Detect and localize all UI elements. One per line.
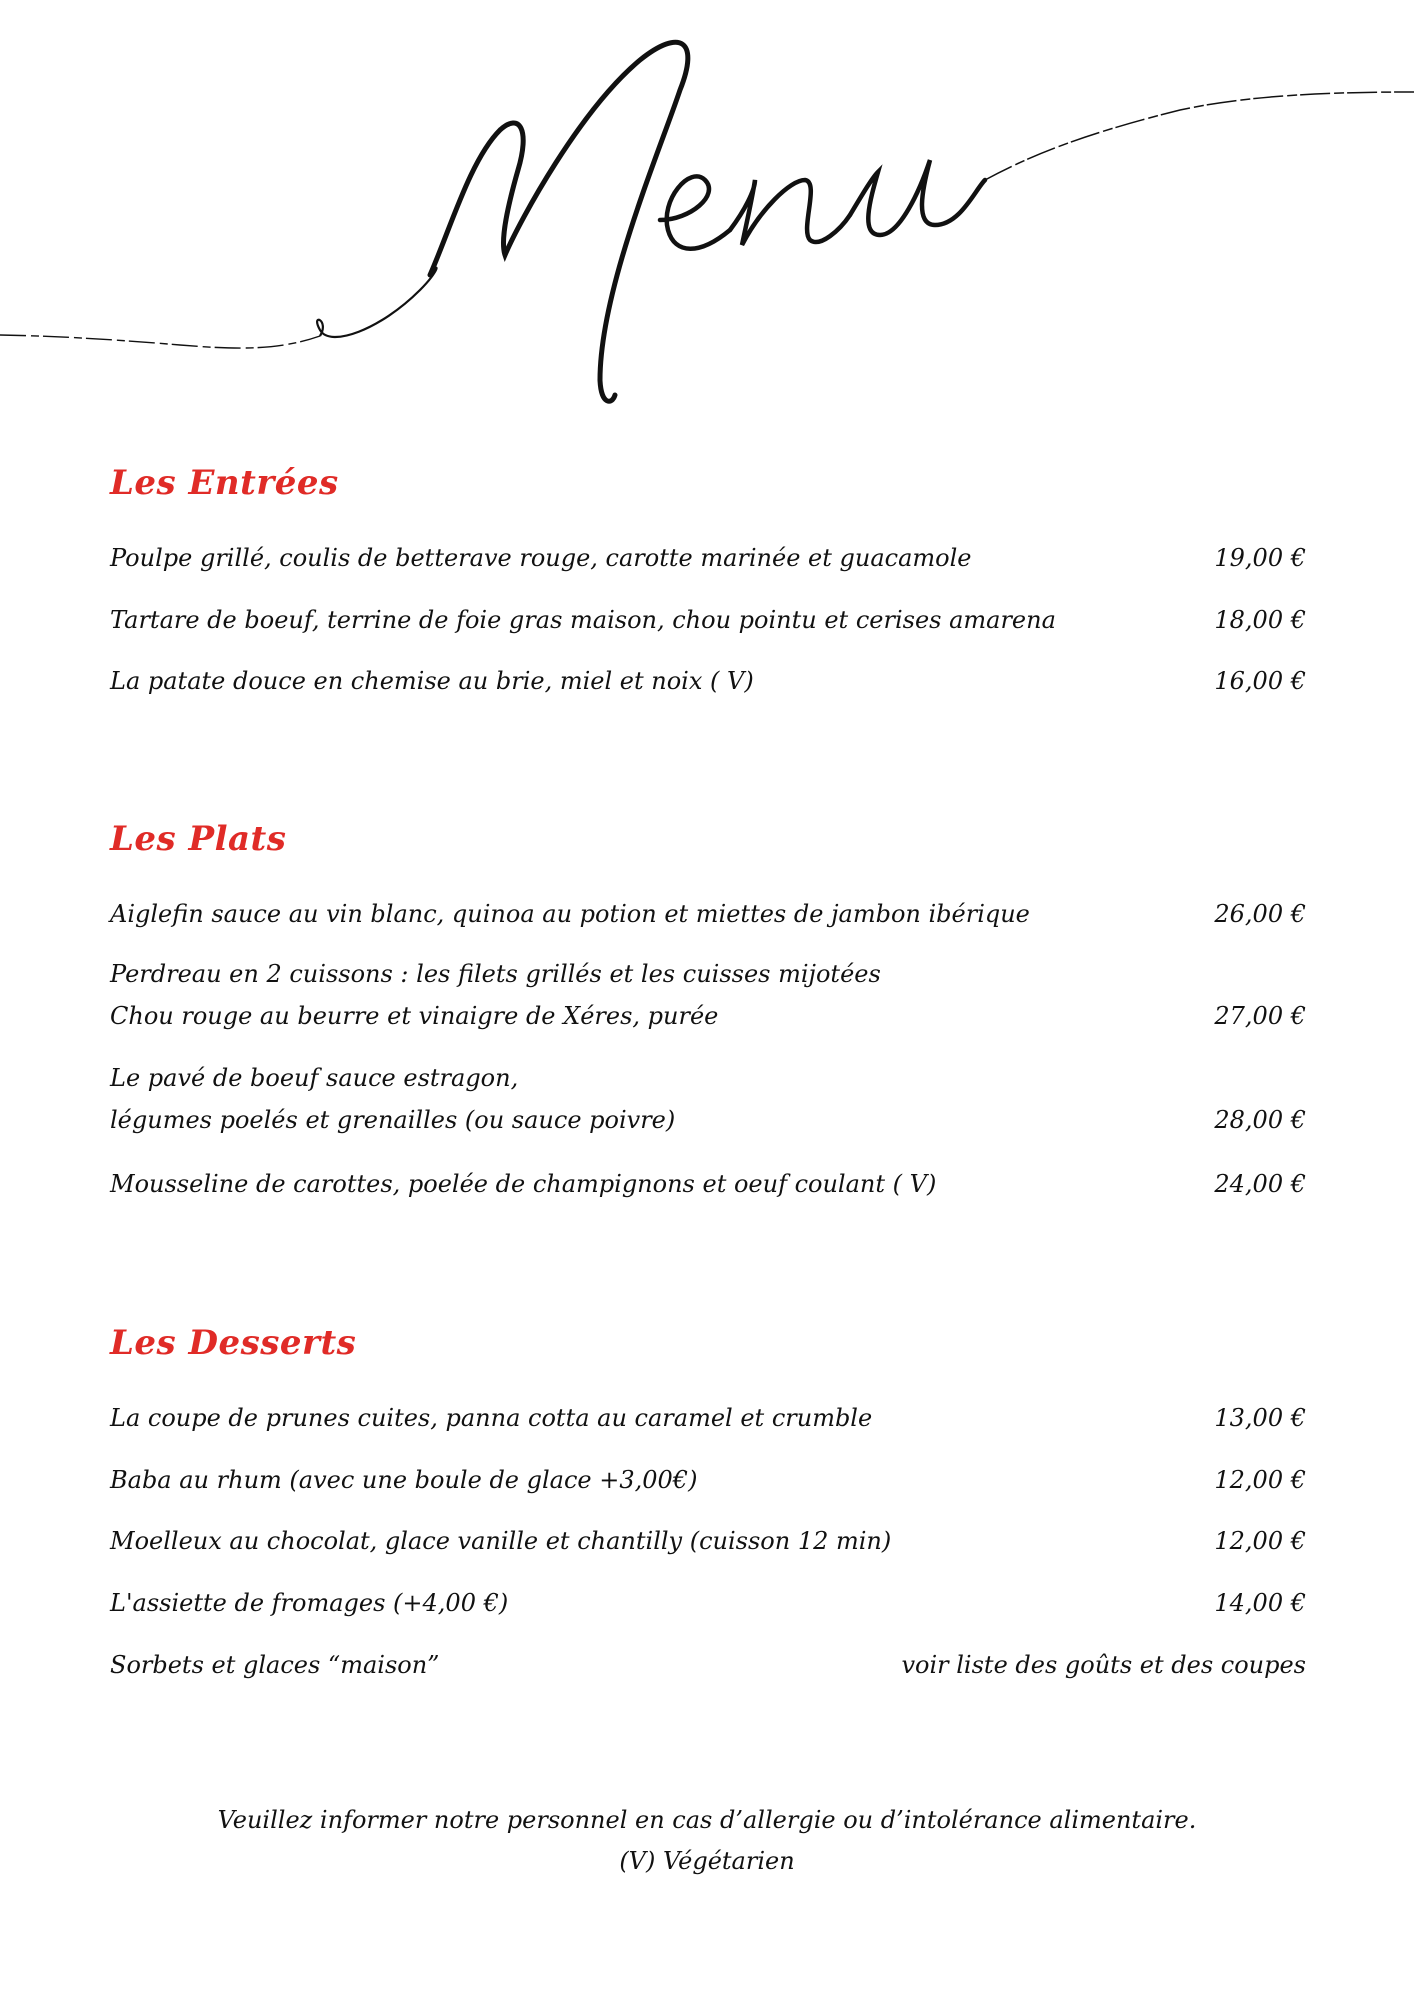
item-name: Moelleux au chocolat, glace vanille et chantilly (cuisson 12 min) (110, 1527, 892, 1555)
section-heading-plats: Les Plats (110, 819, 287, 859)
menu-item (110, 1406, 1306, 1430)
footer-notice (0, 1808, 1414, 1873)
item-name: Poulpe grillé, coulis de betterave rouge, carotte marinée et guacamole (110, 544, 972, 572)
menu-item (110, 1591, 1306, 1615)
lead-in-loop (317, 268, 436, 337)
section-desserts (110, 1323, 1306, 1679)
menu-item (110, 1468, 1306, 1492)
section-plats (110, 819, 1306, 1198)
menu-item (110, 1066, 1306, 1132)
item-price: 12,00 € (1214, 1527, 1306, 1555)
letter-m (430, 42, 688, 401)
item-name: La coupe de prunes cuites, panna cotta au caramel et crumble (110, 1404, 873, 1432)
section-heading-entrees: Les Entrées (110, 463, 339, 503)
item-name: Aiglefin sauce au vin blanc, quinoa au potion et miettes de jambon ibérique (110, 900, 1030, 928)
item-price: 27,00 € (1214, 1002, 1306, 1030)
allergy-notice: Veuillez informer notre personnel en cas d’allergie ou d’intolérance alimentaire. (217, 1806, 1197, 1834)
item-price: 13,00 € (1214, 1404, 1306, 1432)
menu-title-script (0, 0, 1414, 420)
item-price: voir liste des goûts et des coupes (901, 1651, 1306, 1679)
menu-item (110, 546, 1306, 570)
menu-item (110, 1529, 1306, 1553)
item-price: 16,00 € (1214, 667, 1306, 695)
item-name: Baba au rhum (avec une boule de glace +3,00€) (110, 1466, 698, 1494)
item-price: 26,00 € (1214, 900, 1306, 928)
left-flourish (0, 335, 320, 348)
menu-item (110, 1172, 1306, 1196)
item-name: L'assiette de fromages (+4,00 €) (110, 1589, 509, 1617)
item-price: 19,00 € (1214, 544, 1306, 572)
item-name: Sorbets et glaces “maison” (110, 1651, 440, 1679)
letter-e (660, 176, 730, 248)
vegetarian-legend: (V) Végétarien (619, 1847, 795, 1875)
item-price: 28,00 € (1214, 1106, 1306, 1134)
item-name: Tartare de boeuf, terrine de foie gras maison, chou pointu et cerises amarena (110, 606, 1056, 634)
section-entrees (110, 463, 1306, 695)
item-name: La patate douce en chemise au brie, miel et noix ( V) (110, 667, 754, 695)
menu-item (110, 608, 1306, 632)
item-price: 14,00 € (1214, 1589, 1306, 1617)
item-name: Mousseline de carottes, poelée de champignons et oeuf coulant ( V) (110, 1170, 937, 1198)
item-name: Le pavé de boeuf sauce estragon, légumes poelés et grenailles (ou sauce poivre) (110, 1064, 676, 1134)
section-heading-desserts: Les Desserts (110, 1323, 357, 1363)
item-name: Perdreau en 2 cuissons : les filets grillés et les cuisses mijotées Chou rouge au beurre et vinaigre de Xéres, purée (110, 960, 881, 1030)
letter-n (730, 180, 850, 245)
item-price: 12,00 € (1214, 1466, 1306, 1494)
menu-item (110, 962, 1306, 1028)
item-price: 24,00 € (1214, 1170, 1306, 1198)
menu-title-block (0, 0, 1414, 420)
menu-item (110, 669, 1306, 693)
letter-u (850, 160, 985, 235)
menu-item (110, 902, 1306, 926)
item-price: 18,00 € (1214, 606, 1306, 634)
right-flourish (985, 92, 1414, 180)
menu-item (110, 1653, 1306, 1677)
